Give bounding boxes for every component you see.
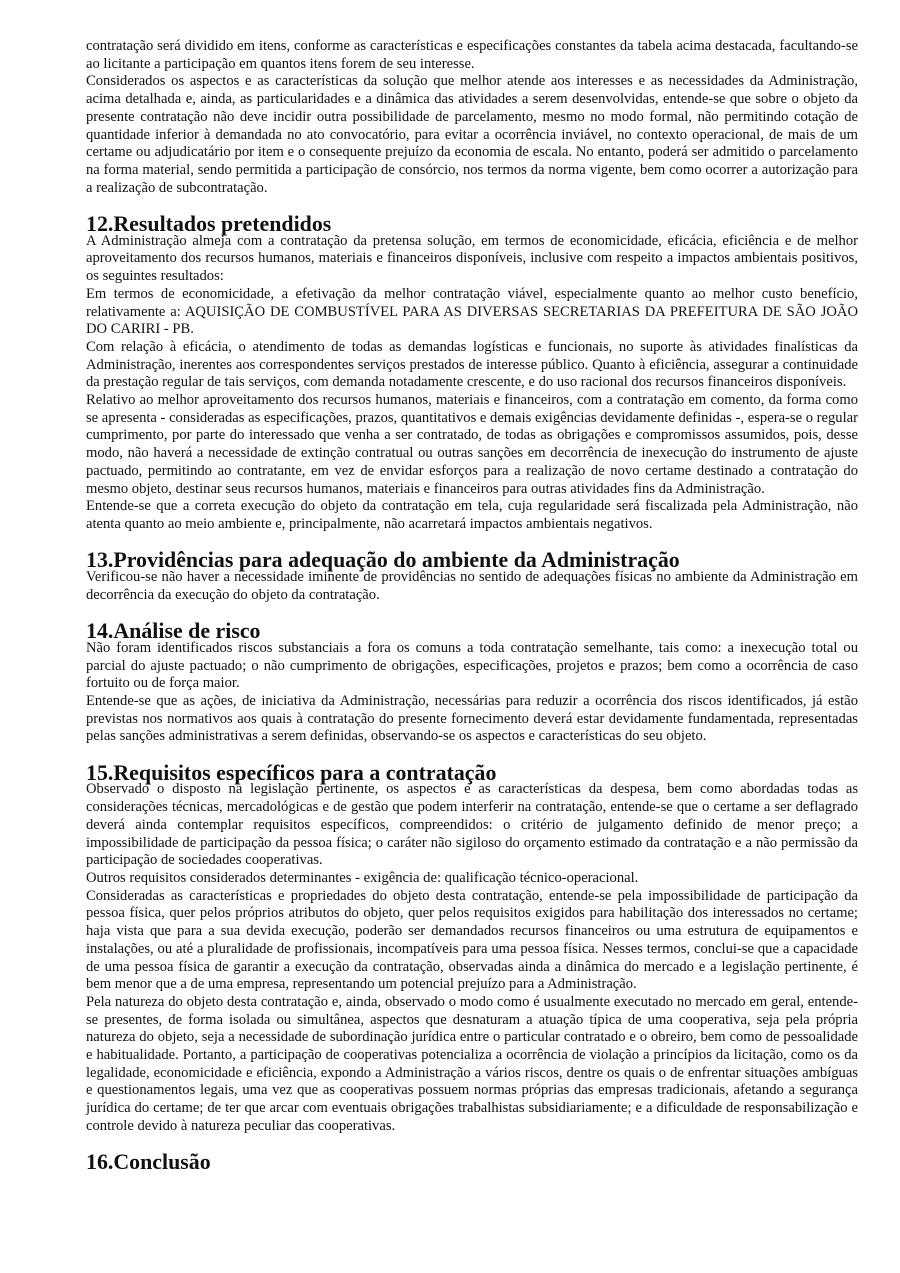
paragraph: Considerados os aspectos e as características da solução que melhor atende aos interesses e as necessidades da Administração, acima detalhada e, ainda, as particularidades e a dinâmica das atividades a serem desenvolvidas, entende-se que sobre o objeto da presente contratação não deve incidir outra possibilidade de parcelamento, mesmo no modo formal, não permitindo cotação de quantidade inferior à demandada no ato convocatório, para evitar a ocorrência inviável, no contexto operacional, de mais de um certame ou adjudicatário por item e o consequente prejuízo da economia de escala. No entanto, poderá ser admitido o parcelamento na forma material, sendo permitida a participação de consórcio, nos termos da norma vigente, bem como ocorrer a autorização para a realização de subcontratação. xyxy=(86,73,858,196)
paragraph: Pela natureza do objeto desta contratação e, ainda, observado o modo como é usualmente executado no mercado em geral, entende-se presentes, de forma isolada ou simultânea, aspectos que desnaturam a atuação típica de uma cooperativa, seja pela própria natureza do objeto, seja a necessidade de subordinação jurídica entre o particular contratado e o obreiro, bem como de pessoalidade e habitualidade. Portanto, a participação de cooperativas potencializa a ocorrência de violação a princípios da licitação, como os da legalidade, economicidade e eficiência, expondo a Administração a vários riscos, dentre os quais o de enfrentar situações ambíguas e questionamentos legais, uma vez que as cooperativas possuem normas próprias das empresas tradicionais, afetando a segurança jurídica do certame; de ter que arcar com eventuais obrigações trabalhistas subsidiariamente; e a dificuldade de responsabilização e controle devido à natureza peculiar das cooperativas. xyxy=(86,993,858,1134)
section-analise-de-risco xyxy=(86,618,858,746)
paragraph: Em termos de economicidade, a efetivação da melhor contratação viável, especialmente quanto ao melhor custo benefício, relativamente a: AQUISIÇÃO DE COMBUSTÍVEL PARA AS DIVERSAS SECRETARIAS DA PREFEITURA DE SÃO JOÃO DO CARIRI - PB. xyxy=(86,285,858,338)
paragraph: Outros requisitos considerados determinantes - exigência de: qualificação técnico-operacional. xyxy=(86,869,639,886)
section-providencias xyxy=(86,547,858,604)
document-page xyxy=(86,38,858,1189)
paragraph: Com relação à eficácia, o atendimento de todas as demandas logísticas e funcionais, no suporte às atividades finalísticas da Administração, inerentes aos correspondentes serviços prestados de interesse público. Quanto à eficiência, assegurar a continuidade da prestação regular de tais serviços, com demanda notadamente crescente, e do uso racional dos recursos financeiros disponíveis. xyxy=(86,338,858,391)
section-heading: 16.Conclusão xyxy=(86,1149,211,1175)
section-resultados-pretendidos xyxy=(86,211,858,534)
section-conclusao xyxy=(86,1149,858,1175)
paragraph: Entende-se que a correta execução do objeto da contratação em tela, cuja regularidade será fiscalizada pela Administração, não atenta quanto ao meio ambiente e, principalmente, não acarretará impactos ambientais negativos. xyxy=(86,498,858,532)
paragraph: contratação será dividido em itens, conforme as características e especificações constantes da tabela acima destacada, facultando-se ao licitante a participação em quantos itens forem de seu interesse. xyxy=(86,38,858,72)
paragraph: Não foram identificados riscos substanciais a fora os comuns a toda contratação semelhante, tais como: a inexecução total ou parcial do ajuste pactuado; o não cumprimento de obrigações, especificações, projetos e prazos; bem como a ocorrência de caso fortuito ou de força maior. xyxy=(86,639,858,692)
paragraph: A Administração almeja com a contratação da pretensa solução, em termos de economicidade, eficácia, eficiência e de melhor aproveitamento dos recursos humanos, materiais e financeiros disponíveis, inclusive com respeito a impactos ambientais positivos, os seguintes resultados: xyxy=(86,232,858,285)
section-heading: 13.Providências para adequação do ambiente da Administração xyxy=(86,547,680,573)
section-heading: 15.Requisitos específicos para a contratação xyxy=(86,759,497,785)
paragraph: Entende-se que as ações, de iniciativa da Administração, necessárias para reduzir a ocorrência dos riscos identificados, já estão previstas nos normativos aos quais à contratação do presente fornecimento deverá estar devidamente fundamentada, representadas pelas sanções administrativas a serem definidas, observando-se os aspectos e características do seu objeto. xyxy=(86,692,858,745)
section-requisitos-especificos xyxy=(86,759,858,1136)
paragraph: Relativo ao melhor aproveitamento dos recursos humanos, materiais e financeiros, com a contratação em comento, da forma como se apresenta - consideradas as especificações, prazos, quantitativos e demais exigências devidamente definidas -, espera-se o regular cumprimento, por parte do interessado que venha a ser contratado, de todas as obrigações e compromissos assumidos, pois, desse modo, não haverá a necessidade de extinção contratual ou outras sanções em decorrência de inexecução do instrumento de ajuste pactuado, permitindo ao contratante, em vez de envidar esforços para a realização de novo certame destinado a contratação do mesmo objeto, destinar seus recursos humanos, materiais e financeiros para outras atividades fins da Administração. xyxy=(86,392,858,497)
paragraph: Observado o disposto na legislação pertinente, os aspectos e as características da despesa, bem como abordadas todas as considerações técnicas, mercadológicas e de gestão que podem interferir na contratação, entende-se que o certame a ser deflagrado deverá ainda contemplar requisitos específicos, compreendidos: o critério de julgamento definido de menor preço; a impossibilidade de participação da pessoa física; o caráter não sigiloso do orçamento estimado da contratação e a não permissão da participação de sociedades cooperativas. xyxy=(86,781,858,869)
section-heading: 14.Análise de risco xyxy=(86,618,261,644)
intro-section xyxy=(86,38,858,197)
section-heading: 12.Resultados pretendidos xyxy=(86,211,332,237)
paragraph: Consideradas as características e propriedades do objeto desta contratação, entende-se pela impossibilidade de participação da pessoa física, quer pelos próprios atributos do objeto, quer pelos requisitos exigidos para habilitação dos interessados no certame; haja vista que para a sua devida execução, poderão ser demandados recursos financeiros ou uma estrutura de equipamentos e instalações, ou até a pluralidade de profissionais, incompatíveis para uma pessoa física. Nesses termos, conclui-se que a capacidade de uma pessoa física de garantir a execução da contratação, observadas ainda a dinâmica do mercado e a legislação pertinente, é bem menor que a de uma empresa, representando um potencial prejuízo para a Administração. xyxy=(86,887,858,993)
paragraph: Verificou-se não haver a necessidade iminente de providências no sentido de adequações físicas no ambiente da Administração em decorrência da execução do objeto da contratação. xyxy=(86,569,858,603)
